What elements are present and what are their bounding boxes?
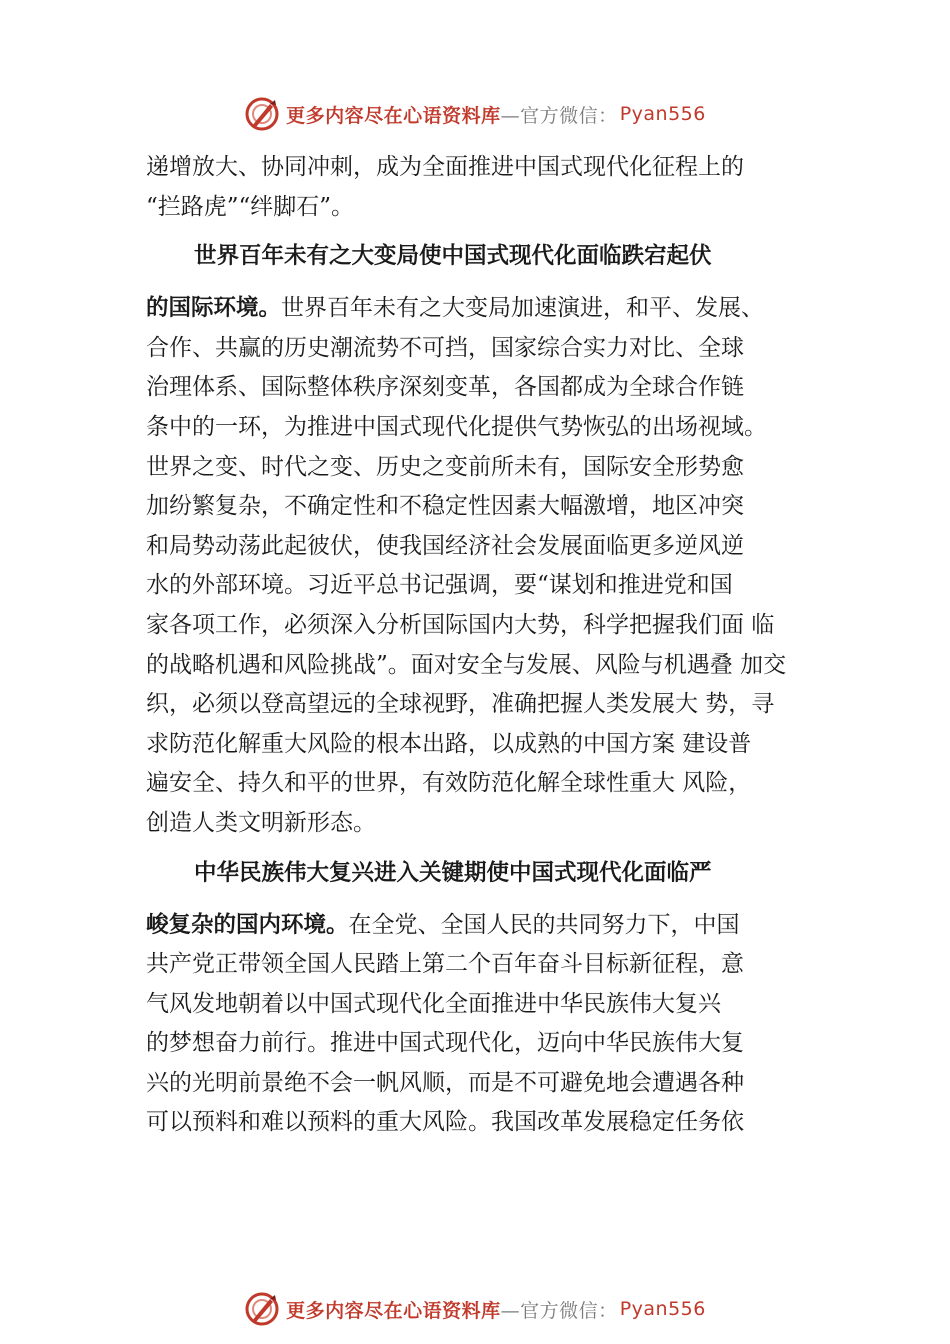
paragraph-line: 兴的光明前景绝不会一帆风顺，而是不可避免地会遭遇各种 <box>146 1069 744 1096</box>
paragraph-line: 创造人类文明新形态。 <box>146 809 376 836</box>
section1-heading: 世界百年未有之大变局使中国式现代化面临跌宕起伏 <box>194 243 712 270</box>
watermark-wechat-label: —官方微信： <box>500 1299 618 1322</box>
document-body <box>146 148 836 1143</box>
section2-heading-tail: 峻复杂的国内环境。 <box>146 911 349 938</box>
watermark-title: 更多内容尽在心语资料库 <box>286 1299 501 1322</box>
brand-logo-icon <box>244 1291 280 1327</box>
paragraph-line: 和局势动荡此起彼伏，使我国经济社会发展面临更多逆风逆 <box>146 532 744 559</box>
paragraph-line: 求防范化解重大风险的根本出路，以成熟的中国方案 建设普 <box>146 730 752 757</box>
watermark-wechat-id: Pyan556 <box>619 103 706 125</box>
paragraph-line: 共产党正带领全国人民踏上第二个百年奋斗目标新征程，意 <box>146 951 744 978</box>
paragraph-line: 家各项工作，必须深入分析国际国内大势，科学把握我们面 临 <box>146 611 775 638</box>
section1-heading-tail: 的国际环境。 <box>146 295 282 322</box>
paragraph-line: 加纷繁复杂，不确定性和不稳定性因素大幅激增，地区冲突 <box>146 493 744 520</box>
watermark-banner-top <box>0 92 950 136</box>
paragraph-line: 的梦想奋力前行。推进中国式现代化，迈向中华民族伟大复 <box>146 1030 744 1057</box>
paragraph-line: 条中的一环，为推进中国式现代化提供气势恢弘的出场视域。 <box>146 413 767 440</box>
section1-heading-continued <box>146 289 836 329</box>
paragraph-line: 的战略机遇和风险挑战”。面对安全与发展、风险与机遇叠 加交 <box>146 651 787 678</box>
watermark-wechat-label: —官方微信： <box>500 104 618 127</box>
paragraph-line: 治理体系、国际整体秩序深刻变革，各国都成为全球合作链 <box>146 374 744 401</box>
watermark-wechat-id: Pyan556 <box>619 1298 706 1320</box>
watermark-title: 更多内容尽在心语资料库 <box>286 104 501 127</box>
paragraph-line: 递增放大、协同冲刺，成为全面推进中国式现代化征程上的 <box>146 154 744 180</box>
section1-first-sentence: 世界百年未有之大变局加速演进，和平、发展、 <box>281 295 765 322</box>
paragraph-line: 可以预料和难以预料的重大风险。我国改革发展稳定任务依 <box>146 1109 744 1136</box>
section2-heading-continued <box>146 906 836 946</box>
section2-heading: 中华民族伟大复兴进入关键期使中国式现代化面临严 <box>194 859 712 886</box>
paragraph-line: 织，必须以登高望远的全球视野，准确把握人类发展大 势，寻 <box>146 691 775 718</box>
paragraph-line: 遍安全、持久和平的世界，有效防范化解全球性重大 风险， <box>146 770 752 797</box>
paragraph-line: 气风发地朝着以中国式现代化全面推进中华民族伟大复兴 <box>146 990 721 1017</box>
brand-logo-icon <box>244 96 280 132</box>
paragraph-line: 水的外部环境。习近平总书记强调，要“谋划和推进党和国 <box>146 572 733 599</box>
paragraph-line: “拦路虎”“绊脚石”。 <box>146 193 355 220</box>
watermark-banner-bottom <box>0 1287 950 1331</box>
section2-first-sentence: 在全党、全国人民的共同努力下，中国 <box>348 911 740 938</box>
paragraph-line: 合作、共赢的历史潮流势不可挡，国家综合实力对比、全球 <box>146 334 744 361</box>
paragraph-line: 世界之变、时代之变、历史之变前所未有，国际安全形势愈 <box>146 453 744 480</box>
